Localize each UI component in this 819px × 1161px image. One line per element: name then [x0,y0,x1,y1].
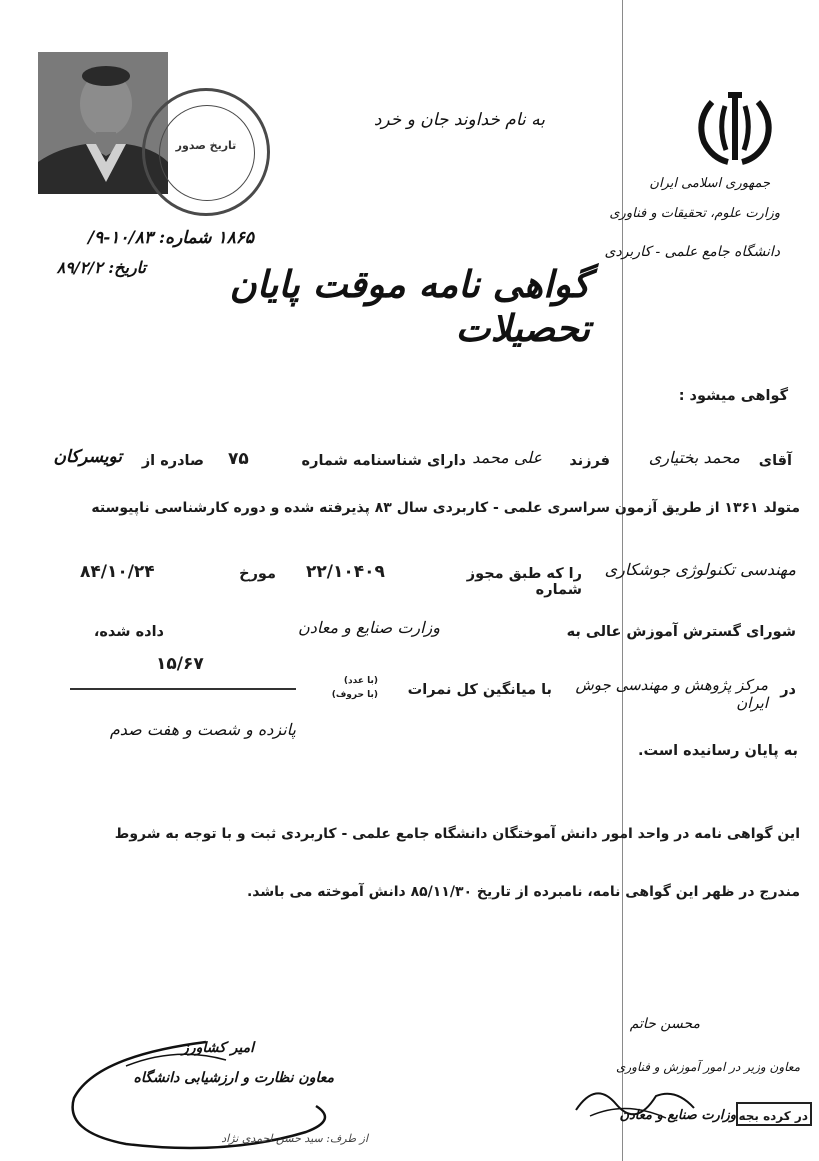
council-label: شورای گسترش آموزش عالی به [566,624,796,640]
in-label: در [780,682,796,698]
field-of-study: مهندسی تکنولوژی جوشکاری [604,560,796,579]
right-box-stamp: در کرده بجه [736,1102,812,1126]
permit-date: ۸۴/۱۰/۲۴ [80,562,155,582]
birth-admission-line: متولد ۱۳۶۱ از طریق آزمون سراسری علمی - کاربردی سال ۸۳ پذیرفته شده و دوره کارشناسی ناپیوسته [91,500,800,516]
id-label: دارای شناسنامه شماره [301,453,466,469]
issued-label: صادره از [141,453,204,469]
registration-number: ۱۸۶۵ شماره: ۱۰/۸۳-۹/ [87,228,254,248]
certify-heading: گواهی میشود : [678,388,788,404]
study-center: مرکز پژوهش و مهندسی جوش ایران [575,676,768,712]
certificate-title: گواهی نامه موقت پایان تحصیلات [229,262,590,350]
left-signatory-title: معاون نظارت و ارزشیابی دانشگاه [133,1070,334,1086]
id-number: ۷۵ [228,449,249,469]
student-name: محمد بختیاری [648,448,740,467]
right-signatory-title: معاون وزیر در امور آموزش و فناوری [615,1060,800,1074]
child-of-label: فرزند [569,453,610,469]
permit-number: ۲۲/۱۰۴۰۹ [306,562,385,582]
org-line-1: جمهوری اسلامی ایران [649,176,770,191]
iran-emblem-icon [692,90,778,170]
permit-label: را که طبق مجوز شماره [466,566,582,598]
grade-number: ۱۵/۶۷ [156,654,204,674]
words-label: (با حروف) [331,690,378,700]
registration-paragraph-line-1: این گواهی نامه در واحد امور دانش آموختگان دانشگاه جامع علمی - کاربردی ثبت و با توجه به شروط [114,826,800,842]
org-line-3: دانشگاه جامع علمی - کاربردی [604,244,780,260]
dated-label: مورخ [239,566,276,582]
mr-label: آقای [758,453,792,469]
registration-paragraph-line-2: مندرج در ظهر این گواهی نامه، نامبرده از تاریخ ۸۵/۱۱/۳۰ دانش آموخته می باشد. [246,884,800,900]
average-label: با میانگین کل نمرات [407,682,552,698]
issued-place: تویسرکان [53,447,122,467]
left-footer-signature-line: از طرف: سید حسن احمدی نژاد [221,1132,368,1145]
ministry-name: وزارت صنایع و معادن [298,618,440,637]
left-signatory-name: امیر کشاورز [182,1040,254,1056]
grade-in-words: پانزده و شصت و هفت صدم [109,720,296,739]
right-signatory-name: محسن حاتم [629,1016,700,1032]
org-line-2: وزارت علوم، تحقیقات و فناوری [609,206,780,221]
given-label: داده شده، [93,624,164,640]
grade-underline [70,688,296,690]
round-seal-stamp: تاریخ صدور [142,88,270,216]
registration-date: تاریخ: ۸۹/۲/۲ [56,258,146,277]
basmala: به نام خداوند جان و خرد [373,110,545,130]
paper-fold-line [622,0,623,1161]
father-name: علی محمد [472,448,542,467]
numeric-label: (با عدد) [343,676,378,686]
right-ministry-stamp: وزارت صنایع و معادن [619,1108,736,1123]
completed-line: به پایان رسانیده است. [638,743,798,759]
